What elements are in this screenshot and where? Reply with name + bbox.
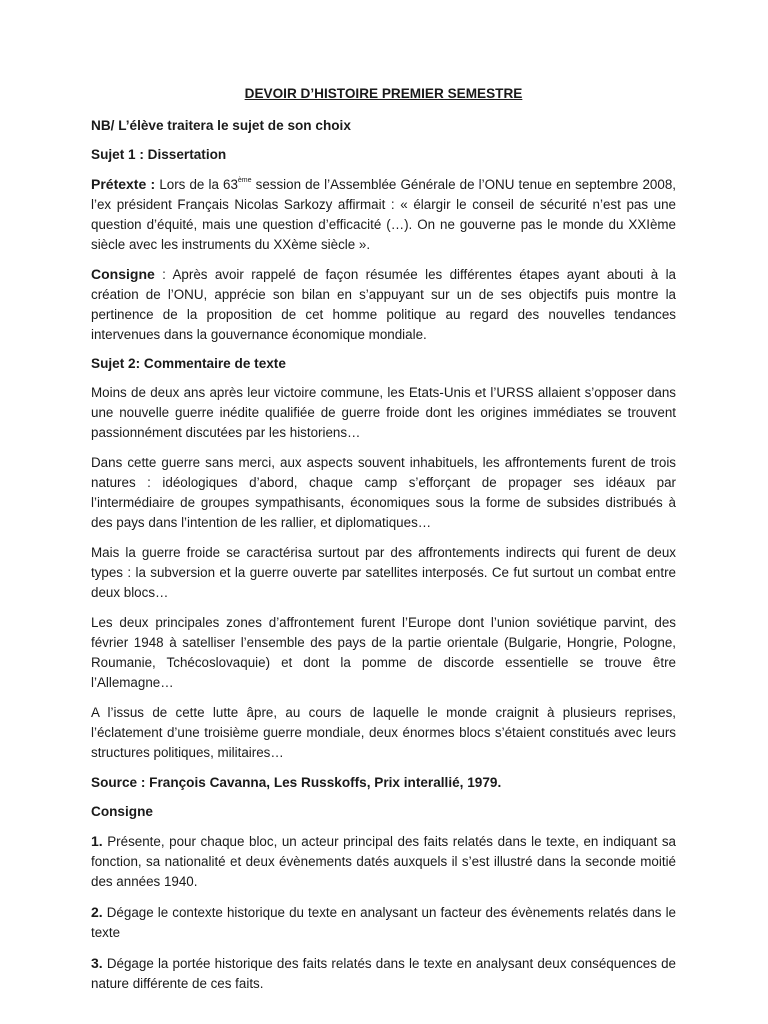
pretexte-text-end: session de l’Assemblée Générale de l’ONU tenue en septembre 2008, l’ex président Français Nicolas Sarkozy affirmait : « élargir le conseil de sécurité n’est pas une question d’équité, mais une question d’efficacité (…). On ne gouverne pas le monde du XXIème siècle avec les instruments du XXème siècle ». (91, 177, 676, 252)
document-page (91, 84, 676, 1004)
question-item (91, 953, 676, 994)
pretexte-label: Prétexte : (91, 176, 156, 192)
document-title: DEVOIR D’HISTOIRE PREMIER SEMESTRE (244, 86, 523, 101)
pretexte-paragraph (91, 174, 676, 255)
source-citation: Source : François Cavanna, Les Russkoffs, Prix interallié, 1979. (91, 775, 502, 790)
consigne2-heading: Consigne (91, 804, 153, 819)
consigne1-label: Consigne (91, 266, 155, 282)
question-text: Présente, pour chaque bloc, un acteur principal des faits relatés dans le texte, en indiquant sa fonction, sa nationalité et deux évènements datés auxquels il s’est illustré dans la seconde moitié des années 1940. (91, 834, 676, 889)
nb-instruction: NB/ L’élève traitera le sujet de son choix (91, 118, 351, 133)
question-text: Dégage le contexte historique du texte en analysant un facteur des évènements relatés dans le texte (91, 905, 676, 940)
question-item (91, 902, 676, 943)
consigne1-text: : Après avoir rappelé de façon résumée les différentes étapes ayant abouti à la création de l’ONU, apprécie son bilan en s’appuyant sur un de ses objectifs puis montre la pertinence de la proposition de cet homme politique au regard des nouvelles tendances intervenues dans la gouvernance économique mondiale. (91, 267, 676, 342)
question-number: 3. (91, 955, 103, 971)
pretexte-superscript: ème (237, 177, 252, 184)
text-paragraph: Moins de deux ans après leur victoire commune, les Etats-Unis et l’URSS allaient s’opposer dans une nouvelle guerre inédite qualifiée de guerre froide dont les origines immédiates se trouvent passionnément discutées par les historiens… (91, 385, 676, 440)
consigne1-paragraph (91, 264, 676, 345)
text-paragraph: Les deux principales zones d’affrontement furent l’Europe dont l’union soviétique parvint, des février 1948 à satelliser l’ensemble des pays de la partie orientale (Bulgarie, Hongrie, Pologne, Roumanie, Tchécoslovaquie) et dont la pomme de discorde essentielle se trouve être l’Allemagne… (91, 615, 676, 690)
text-paragraph: Mais la guerre froide se caractérisa surtout par des affrontements indirects qui furent de deux types : la subversion et la guerre ouverte par satellites interposés. Ce fut surtout un combat entre deux blocs… (91, 545, 676, 600)
pretexte-text-start: Lors de la 63 (155, 177, 238, 192)
sujet2-heading: Sujet 2: Commentaire de texte (91, 356, 286, 371)
question-text: Dégage la portée historique des faits relatés dans le texte en analysant deux conséquences de nature différente de ces faits. (91, 956, 676, 991)
text-paragraph: A l’issus de cette lutte âpre, au cours de laquelle le monde craignit à plusieurs reprises, l’éclatement d’une troisième guerre mondiale, deux énormes blocs s’étaient constitués avec leurs structures politiques, militaires… (91, 705, 676, 760)
sujet1-heading: Sujet 1 : Dissertation (91, 147, 227, 162)
text-paragraph: Dans cette guerre sans merci, aux aspects souvent inhabituels, les affrontements furent de trois natures : idéologiques d’abord, chaque camp s’efforçant de propager ses idéaux par l’intermédiaire de groupes sympathisants, économiques sous la forme de subsides distribués à des pays dans l’intention de les rallier, et diplomatiques… (91, 455, 676, 530)
question-item (91, 831, 676, 892)
question-number: 2. (91, 904, 103, 920)
question-number: 1. (91, 833, 103, 849)
